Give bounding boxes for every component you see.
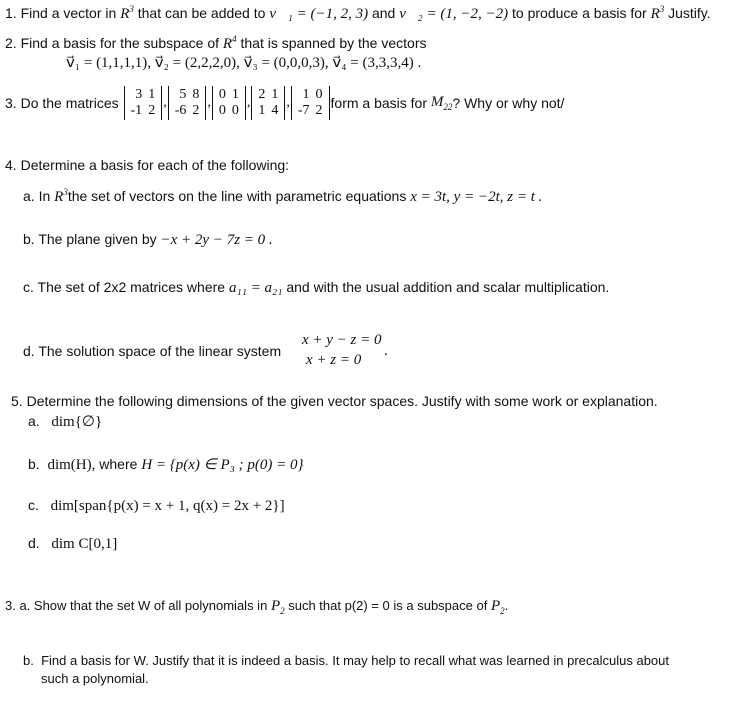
question-2-vectors: v⃗₁ = (1,1,1,1), v⃗₂ = (2,2,2,0), v⃗₃ = (0,0,0,3), v⃗₄ = (3,3,3,4) .	[66, 55, 422, 71]
question-4: 4. Determine a basis for each of the following:	[5, 157, 290, 173]
question-4a: a. In $R^3the$ set of vectors on the line with parametric equations x = 3t, y = −2t, z = t .	[23, 187, 543, 205]
matrix-1: 3 1 -1 2	[124, 86, 163, 120]
question-3b-part-a: 3. a. Show that the set W of all polynomials in $P_2$ such that p(2) = 0 is a subspace of $P_2$.	[5, 598, 509, 616]
question-5a: a. dim{∅}	[28, 413, 103, 430]
question-5c: c. dim[span{p(x) = x + 1, q(x) = 2x + 2}]	[28, 497, 285, 514]
question-3b-part-b: b. Find a basis for W. Justify that it is indeed a basis. It may help to recall what was learned in precalculus about	[23, 653, 670, 668]
question-5: 5. Determine the following dimensions of the given vector spaces. Justify with some work or explanation.	[11, 393, 658, 409]
matrix-3: 0 1 0 0	[212, 86, 246, 120]
matrix-4: 2 1 1 4	[251, 86, 285, 120]
question-2: 2. Find a basis for the subspace of $R^4$ that is spanned by the vectors	[5, 34, 427, 52]
question-4d: d. The solution space of the linear system	[23, 343, 282, 359]
matrix-2: 5 8 -6 2	[168, 86, 207, 120]
question-5b: b. dim(H), where H = {p(x) ∈ P₃ ; p(0) = 0}	[28, 456, 304, 473]
linear-system: x + y − z = 0 x + z = 0	[302, 332, 382, 368]
question-4c: c. The set of 2x2 matrices where a₁₁ = a₂₁ and with the usual addition and scalar multiplication.	[23, 279, 610, 296]
question-1: 1. Find a vector in $R^3$ that can be added to v⃗₁ = (−1, 2, 3) and v⃗₂ = (1, −2, −2) to produce a basis for $R^3$ Justify.	[5, 4, 711, 22]
matrix-5: 1 0 -7 2	[291, 86, 330, 120]
question-3: 3. Do the matrices 3 1 -1 2 , 5 8 -6 2 , 0 1 0 0 , 2 1 1 4 , 1 0 -7 2 form a basis for $M_{22}$ ? Why or why not/	[5, 87, 565, 118]
question-5d: d. dim C[0,1]	[28, 535, 118, 552]
question-4b: b. The plane given by −x + 2y − 7z = 0 .	[23, 231, 273, 248]
question-3b-part-b-cont: such a polynomial.	[41, 671, 149, 686]
